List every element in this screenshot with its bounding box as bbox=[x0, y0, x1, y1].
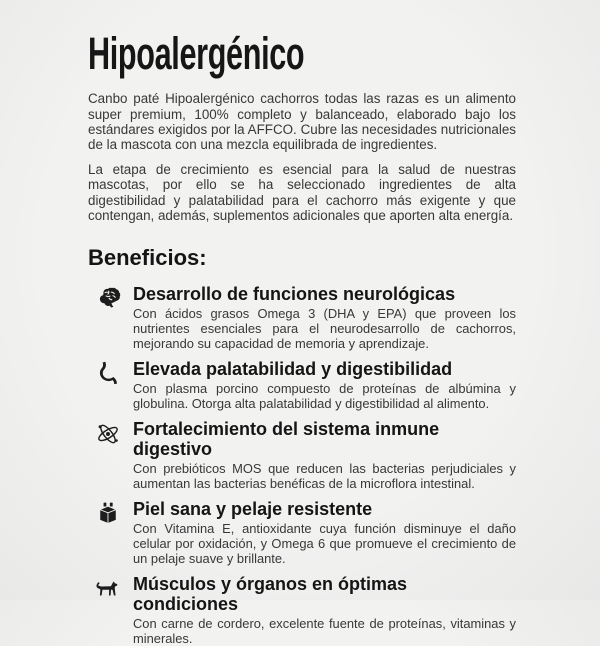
benefits-heading: Beneficios: bbox=[88, 244, 207, 270]
brain-icon bbox=[88, 284, 133, 313]
cube-icon bbox=[88, 499, 133, 528]
benefit-description: Con carne de cordero, excelente fuente de proteínas, vitaminas y minerales. bbox=[133, 615, 516, 646]
benefit-item-neurological bbox=[88, 284, 516, 351]
benefit-description: Con Vitamina E, antioxidante cuya función disminuye el daño celular por oxidación, y Omega 6 que promueve el crecimiento de un pelaje suave y brillante. bbox=[133, 520, 516, 566]
benefit-title: Músculos y órganos en óptimas condiciones bbox=[133, 573, 408, 614]
benefit-title: Fortalecimiento del sistema inmune digestivo bbox=[133, 418, 440, 459]
stomach-icon bbox=[88, 359, 133, 388]
benefit-title: Elevada palatabilidad y digestibilidad bbox=[133, 358, 453, 379]
benefit-item-palatability bbox=[88, 359, 516, 411]
intro-paragraph-2: La etapa de crecimiento es esencial para la salud de nuestras mascotas, por ello se ha seleccionado ingredientes de alta digestibilidad y palatabilidad para el cachorro más exigente y que contengan, además, suplementos adicionales que aporten alta energía. bbox=[88, 161, 516, 224]
intro-paragraph-1: Canbo paté Hipoalergénico cachorros todas las razas es un alimento super premium, 100% completo y balanceado, elaborado bajo los estándares exigidos por la AFFCO. Cubre las necesidades nutricionales de la mascota con una mezcla equilibrada de ingredientes. bbox=[88, 91, 516, 153]
benefit-title: Piel sana y pelaje resistente bbox=[133, 498, 373, 519]
atom-icon bbox=[88, 419, 133, 448]
page-title: Hipoalergénico bbox=[88, 28, 305, 79]
benefit-title: Desarrollo de funciones neurológicas bbox=[133, 283, 456, 304]
benefit-description: Con prebióticos MOS que reducen las bacterias perjudiciales y aumentan las bacterias benéficas de la microflora intestinal. bbox=[133, 460, 516, 491]
benefit-item-immune bbox=[88, 419, 516, 491]
dog-icon bbox=[88, 574, 133, 603]
benefit-description: Con ácidos grasos Omega 3 (DHA y EPA) que proveen los nutrientes esenciales para el neurodesarrollo de cachorros, mejorando su capacidad de memoria y aprendizaje. bbox=[133, 305, 516, 351]
benefit-item-muscles bbox=[88, 574, 516, 646]
benefit-description: Con plasma porcino compuesto de proteínas de albúmina y globulina. Otorga alta palatabilidad y digestibilidad al alimento. bbox=[133, 380, 516, 411]
benefit-item-skin-coat bbox=[88, 499, 516, 566]
